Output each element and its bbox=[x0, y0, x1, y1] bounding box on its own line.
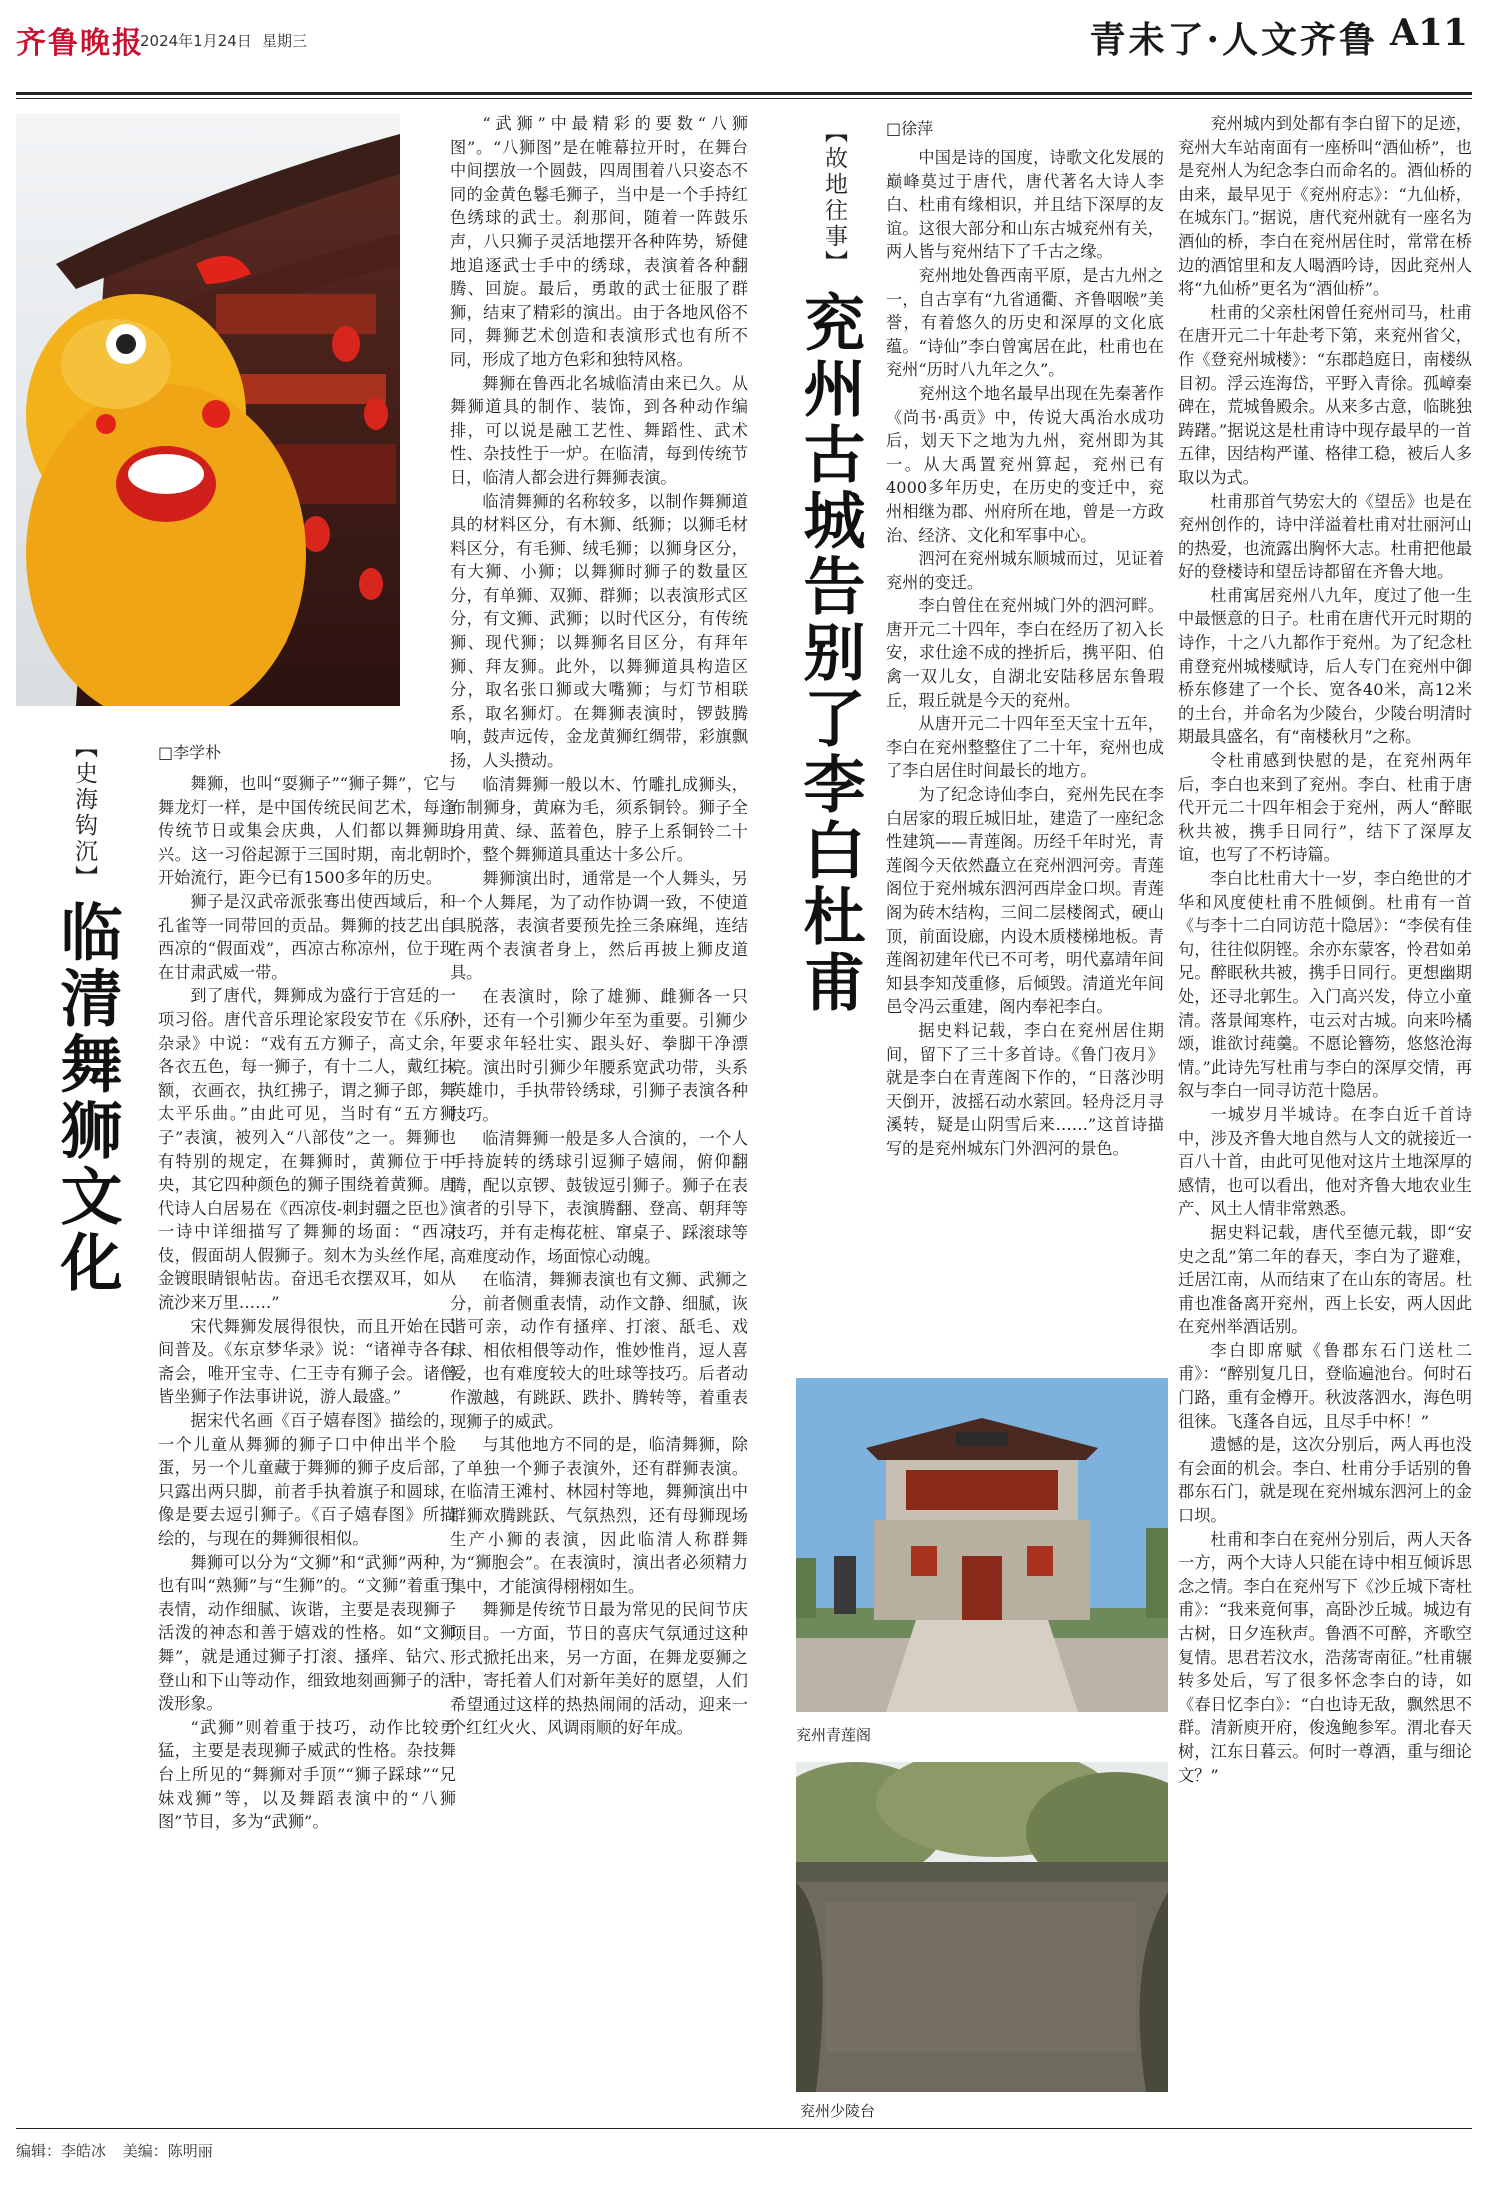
paragraph: 舞狮是传统节日最为常见的民间节庆项目。一方面，节日的喜庆气氛通过这种形式掀托出来，另一方面，在舞龙耍狮之中，寄托着人们对新年美好的愿望，人们希望通过这样的热热闹闹的活动，迎来一个红红火火、风调雨顺的好年成。 bbox=[450, 1600, 748, 1738]
issue-weekday: 星期三 bbox=[262, 32, 308, 50]
paragraph: 杜甫寓居兖州八九年，度过了他一生中最惬意的日子。杜甫在唐代开元时期的诗作，十之八九都作于兖州。为了纪念杜甫登兖州城楼赋诗，后人专门在兖州中御桥东修建了一个长、宽各40米，高12米的土台，并命名为少陵台，少陵台明清时期最具盛名，有“南楼秋月”之称。 bbox=[1178, 585, 1472, 747]
article1-column-tag: 【史海钩沉】 bbox=[71, 735, 97, 891]
paragraph: 狮子是汉武帝派张骞出使西域后，和孔雀等一同带回的贡品。舞狮的技艺出自西凉的“假面戏”，西凉古称凉州，位于现在甘肃武威一带。 bbox=[158, 891, 456, 982]
paragraph: 兖州这个地名最早出现在先秦著作《尚书·禹贡》中，传说大禹治水成功后，划天下之地为九州，兖州即为其一。从大禹置兖州算起，兖州已有4000多年历史，在历史的变迁中，兖州相继为郡、州府所在地，曾是一方政治、经济、文化和军事中心。 bbox=[886, 383, 1164, 545]
article2-body-col2 bbox=[1178, 112, 1472, 2118]
footer-credits bbox=[16, 2140, 225, 2161]
paragraph: 临清舞狮的名称较多，以制作舞狮道具的材料区分，有木狮、纸狮；以狮毛材料区分，有毛狮、绒毛狮；以狮身区分，有大狮、小狮；以舞狮时狮子的数量区分，有单狮、双狮、群狮；以表演形式区分，有文狮、武狮；以时代区分，有传统狮、现代狮；以舞狮名目区分，有拜年狮、拜友狮。此外，以舞狮道具构造区分，取名张口狮或大嘴狮；与灯节相联系，取名狮灯。在舞狮表演时，锣鼓腾响，鼓声远传，金龙黄狮红绸带，彩旗飘扬，人头攒动。 bbox=[450, 491, 748, 771]
paragraph: 中国是诗的国度，诗歌文化发展的巅峰莫过于唐代，唐代著名大诗人李白、杜甫有缘相识，并且结下深厚的友谊。这很大部分和山东古城兖州有关，两人皆与兖州结下了千古之缘。 bbox=[886, 148, 1164, 262]
lion-dance-photo bbox=[16, 114, 400, 706]
header-rule bbox=[16, 92, 1472, 95]
shaoling-terrace-photo bbox=[796, 1762, 1168, 2092]
article1-body-col1 bbox=[158, 772, 456, 2118]
paragraph: 在临清，舞狮表演也有文狮、武狮之分，前者侧重表情，动作文静、细腻，诙谐可亲，动作有搔痒、打滚、舐毛、戏球、相依相偎等动作，惟妙惟肖，逗人喜爱，也有难度较大的吐球等技巧。后者动作激越，有跳跃、跌扑、腾转等，着重表现狮子的威武。 bbox=[450, 1270, 748, 1431]
paragraph: 到了唐代，舞狮成为盛行于宫廷的一项习俗。唐代音乐理论家段安节在《乐府杂录》中说：“戏有五方狮子，高丈余，各衣五色，每一狮子，有十二人，戴红抹额，衣画衣，执红拂子，谓之狮子郎，舞太平乐曲。”由此可见，当时有“五方狮子”表演，被列入“八部伎”之一。舞狮也有特别的规定，在舞狮时，黄狮位于中央，其它四种颜色的狮子围绕着黄狮。唐代诗人白居易在《西凉伎-刺封疆之臣也》一诗中详细描写了舞狮的场面：“西凉伎，假面胡人假狮子。刻木为头丝作尾，金镀眼睛银帖齿。奋迅毛衣摆双耳，如从流沙来万里……” bbox=[158, 986, 456, 1313]
paragraph: 杜甫的父亲杜闲曾任兖州司马，杜甫在唐开元二十年赴考下第，来兖州省父，作《登兖州城楼》：“东郡趋庭日，南楼纵目初。浮云连海岱，平野入青徐。孤嶂秦碑在，荒城鲁殿余。从来多古意，临眺独踌躇。”据说这是杜甫诗中现存最早的一首五律，因结构严谨、格律工稳，被后人多取以为式。 bbox=[1178, 302, 1472, 487]
paragraph: 宋代舞狮发展得很快，而且开始在民间普及。《东京梦华录》说：“诸禅寺各有斋会，唯开宝寺、仁王寺有狮子会。诸僧皆坐狮子作法事讲说，游人最盛。” bbox=[158, 1316, 456, 1407]
article2-byline: □徐萍 bbox=[886, 119, 934, 138]
photo-caption: 兖州青莲阁 bbox=[796, 1726, 872, 1744]
paragraph: 遗憾的是，这次分别后，两人再也没有会面的机会。李白、杜甫分手话别的鲁郡东石门，就是现在兖州城东泗河上的金口坝。 bbox=[1178, 1435, 1472, 1526]
article2-title: 兖州古城告别了李白杜甫 bbox=[793, 290, 866, 1016]
paragraph: 泗河在兖州城东顺城而过，见证着兖州的变迁。 bbox=[886, 549, 1164, 592]
article1-byline: □李学朴 bbox=[158, 743, 222, 762]
paragraph: 舞狮，也叫“耍狮子”“狮子舞”，它与舞龙灯一样，是中国传统民间艺术，每逢传统节日或集会庆典，人们都以舞狮助兴。这一习俗起源于三国时期，南北朝时开始流行，距今已有1500多年的历史。 bbox=[158, 774, 456, 888]
photo-caption: 兖州少陵台 bbox=[800, 2102, 876, 2120]
paragraph: 舞狮在鲁西北名城临清由来已久。从舞狮道具的制作、装饰，到各种动作编排，可以说是融工艺性、舞蹈性、武术性、杂技性于一炉。在临清，每到传统节日，临清人都会进行舞狮表演。 bbox=[450, 373, 748, 487]
paragraph: 一城岁月半城诗。在李白近千首诗中，涉及齐鲁大地自然与人文的就接近一百八十首，由此可见他对这片土地深厚的感情，也可以看出，他对齐鲁大地农业生产、风土人情非常熟悉。 bbox=[1178, 1104, 1472, 1219]
section-title: 青未了·人文齐鲁 bbox=[1089, 19, 1378, 61]
paragraph: 据宋代名画《百子嬉春图》描绘的，一个儿童从舞狮的狮子口中伸出半个脸蛋，另一个儿童藏于舞狮的狮子皮后部，只露出两只脚，前者手执着旗子和圆球，像是要去逗引狮子。《百子嬉春图》所描绘的，与现在的舞狮很相似。 bbox=[158, 1411, 456, 1548]
paragraph: 从唐开元二十四年至天宝十五年，李白在兖州整整住了二十年，兖州也成了李白居住时间最长的地方。 bbox=[886, 714, 1164, 781]
paragraph: “武狮”则着重于技巧，动作比较勇猛，主要是表现狮子威武的性格。杂技舞台上所见的“舞狮对手顶”“狮子踩球”“兄妹戏狮”等，以及舞蹈表演中的“八狮图”节目，多为“武狮”。 bbox=[158, 1717, 456, 1832]
qinglian-pavilion-photo bbox=[796, 1378, 1168, 1712]
paragraph: 李白比杜甫大十一岁，李白绝世的才华和风度使杜甫不胜倾倒。杜甫有一首《与李十二白同访范十隐居》：“李侯有佳句，往往似阴铿。余亦东蒙客，怜君如弟兄。醉眠秋共被，携手日同行。更想幽期处，还寻北郭生。入门高兴发，侍立小童清。落景闻寒杵，屯云对古城。向来吟橘颂，谁欲讨莼羹。不愿论簪笏，悠悠沧海情。”此诗先写杜甫与李白的深厚交情，再叙与李白一同寻访范十隐居。 bbox=[1178, 869, 1472, 1101]
footer-rule bbox=[16, 2128, 1472, 2129]
paragraph: 在表演时，除了雄狮、雌狮各一只外，还有一个引狮少年至为重要。引狮少年要求年轻壮实、跟头好、拳脚干净漂亮。演出时引狮少年腰系宽武功带，头系英雄巾，手执带铃绣球，引狮子表演各种技巧。 bbox=[450, 986, 748, 1124]
paragraph: 据史料记载，李白在兖州居住期间，留下了三十多首诗。《鲁门夜月》就是李白在青莲阁下作的，“日落沙明天倒开，波摇石动水萦回。轻舟泛月寻溪转，疑是山阴雪后来……”这首诗描写的是兖州城东门外泗河的景色。 bbox=[886, 1020, 1164, 1158]
paragraph: 杜甫那首气势宏大的《望岳》也是在兖州创作的，诗中洋溢着杜甫对壮丽河山的热爱，也流露出胸怀大志。杜甫把他最好的登楼诗和望岳诗都留在齐鲁大地。 bbox=[1178, 491, 1472, 582]
paragraph: 李白曾住在兖州城门外的泗河畔。唐开元二十四年，李白在经历了初入长安，求仕途不成的挫折后，携平阳、伯禽一双儿女，自湖北安陆移居东鲁瑕丘，瑕丘就是今天的兖州。 bbox=[886, 596, 1164, 710]
paragraph: 舞狮可以分为“文狮”和“武狮”两种，也有叫“熟狮”与“生狮”的。“文狮”着重于表情，动作细腻、诙谐，主要是表现狮子活泼的神态和善于嬉戏的性格。如“文狮舞”，就是通过狮子打滚、搔痒、钻穴、登山和下山等动作，细致地刻画狮子的活泼形象。 bbox=[158, 1552, 456, 1714]
paragraph: 为了纪念诗仙李白，兖州先民在李白居家的瑕丘城旧址，建造了一座纪念性建筑——青莲阁。历经千年时光，青莲阁今天依然矗立在兖州泗河旁。青莲阁位于兖州城东泗河西岸金口坝。青莲阁为砖木结构，三间二层楼阁式，硬山顶，前面设廊，内设木质楼梯地板。青莲阁初建年代已不可考，明代嘉靖年间知县李知茂重修，后倾毁。清道光年间邑令冯云重建，阁内奉祀李白。 bbox=[886, 785, 1164, 1017]
article1-body-col2 bbox=[450, 112, 748, 2118]
paragraph: 舞狮演出时，通常是一个人舞头，另一个人舞尾，为了动作协调一致，不使道具脱落，表演者要预先拴三条麻绳，连结在两个表演者身上，然后再披上狮皮道具。 bbox=[450, 869, 748, 983]
paragraph: 兖州城内到处都有李白留下的足迹，兖州大车站南面有一座桥叫“酒仙桥”，也是兖州人为纪念李白而命名的。酒仙桥的由来，最早见于《兖州府志》：“九仙桥，在城东门。”据说，唐代兖州就有一座名为酒仙的桥，李白在兖州居住时，常常在桥边的酒馆里和友人喝酒吟诗，因此兖州人将“九仙桥”更名为“酒仙桥”。 bbox=[1178, 114, 1472, 299]
issue-date: 2024年1月24日 bbox=[140, 32, 252, 50]
article1-title: 临清舞狮文化 bbox=[50, 900, 123, 1296]
paragraph: 令杜甫感到快慰的是，在兖州两年后，李白也来到了兖州。李白、杜甫于唐代开元二十四年相会于兖州，两人“醉眠秋共被，携手日同行”，结下了深厚友谊，也写了不朽诗篇。 bbox=[1178, 751, 1472, 865]
page-number: A11 bbox=[1389, 12, 1468, 54]
paragraph: 与其他地方不同的是，临清舞狮，除了单独一个狮子表演外，还有群狮表演。在临清王滩村、林园村等地，舞狮演出中群狮欢腾跳跃、气氛热烈，还有母狮现场生产小狮的表演，因此临清人称群舞为“狮胞会”。在表演时，演出者必须精力集中，才能演得栩栩如生。 bbox=[450, 1435, 748, 1596]
masthead: 齐鲁晚报 bbox=[16, 26, 144, 61]
paragraph: 李白即席赋《鲁郡东石门送杜二甫》：“醉别复几日，登临遍池台。何时石门路，重有金樽开。秋波落泗水，海色明徂徕。飞蓬各自远，且尽手中杯！” bbox=[1178, 1340, 1472, 1431]
paragraph: 临清舞狮一般以木、竹雕扎成狮头，布制狮身，黄麻为毛，须系铜铃。狮子全身用黄、绿、蓝着色，脖子上系铜铃二十个，整个舞狮道具重达十多公斤。 bbox=[450, 774, 748, 865]
article2-body-col1 bbox=[886, 146, 1164, 1346]
paragraph: “武狮”中最精彩的要数“八狮图”。“八狮图”是在帷幕拉开时，在舞台中间摆放一个圆鼓，四周围着八只姿态不同的金黄色鬈毛狮子，当中是一个手持红色绣球的武士。刹那间，随着一阵鼓乐声，八只狮子灵活地摆开各种阵势，矫健地追逐武士手中的绣球，表演着各种翻腾、回旋。最后，勇敢的武士征服了群狮，结束了精彩的演出。由于各地风俗不同，舞狮艺术创造和表演形式也有所不同，形成了地方色彩和独特风格。 bbox=[450, 114, 748, 369]
article2-column-tag: 【故地往事】 bbox=[821, 120, 847, 276]
designer-credit: 美编：陈明丽 bbox=[122, 2142, 213, 2160]
paragraph: 兖州地处鲁西南平原，是古九州之一，自古享有“九省通衢、齐鲁咽喉”美誉，有着悠久的历史和深厚的文化底蕴。“诗仙”李白曾寓居在此，杜甫也在兖州“历时八九年之久”。 bbox=[886, 265, 1164, 380]
paragraph: 据史料记载，唐代至德元载，即“安史之乱”第二年的春天，李白为了避难，迁居江南，从而结束了在山东的寄居。杜甫也准备离开兖州，西上长安，两人因此在兖州举酒话别。 bbox=[1178, 1222, 1472, 1337]
paragraph: 杜甫和李白在兖州分别后，两人天各一方，两个大诗人只能在诗中相互倾诉思念之情。李白在兖州写下《沙丘城下寄杜甫》：“我来竟何事，高卧沙丘城。城边有古树，日夕连秋声。鲁酒不可醉，齐歌空复情。思君若汶水，浩荡寄南征。”杜甫辗转多处后，写了很多怀念李白的诗，如《春日忆李白》：“白也诗无敌，飘然思不群。清新庾开府，俊逸鲍参军。渭北春天树，江东日暮云。何时一尊酒，重与细论文？” bbox=[1178, 1529, 1472, 1785]
editor-credit: 编辑：李皓冰 bbox=[16, 2142, 107, 2160]
paragraph: 临清舞狮一般是多人合演的，一个人手持旋转的绣球引逗狮子嬉闹，俯仰翻腾，配以京锣、鼓钹逗引狮子。狮子在表演者的引导下，表演腾翻、登高、朝拜等技巧，并有走梅花桩、窜桌子、踩滚球等高难度动作，场面惊心动魄。 bbox=[450, 1128, 748, 1266]
header-rule-thin bbox=[16, 98, 1472, 99]
